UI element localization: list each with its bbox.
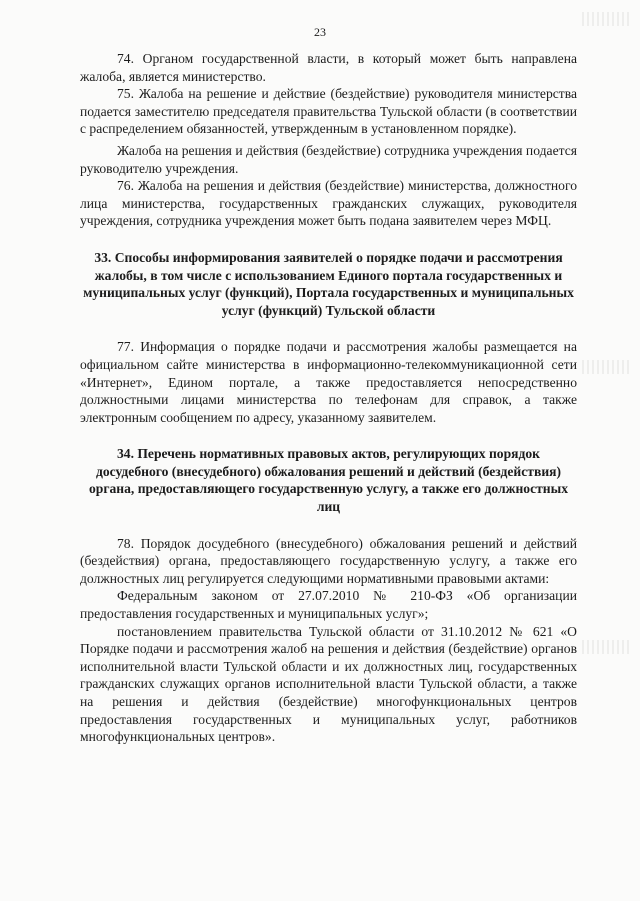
scan-noise <box>582 640 632 654</box>
paragraph-75: 75. Жалоба на решение и действие (бездействие) руководителя министерства подается заместителю председателя правительства Тульской области (в соответствии с распределением обязанностей, утвержденным в установленном порядке). <box>80 86 577 137</box>
scan-noise <box>582 12 632 26</box>
paragraph-regional-decree: постановлением правительства Тульской области от 31.10.2012 № 621 «О Порядке подачи и рассмотрения жалоб на решения и действия (бездействие) органов исполнительной власти Тульской области и их должностных лиц, государственных гражданских служащих органов исполнительной власти Тульской области, а также на решения и действия (бездействие) многофункциональных центров предоставления государственных и муниципальных услуг, работников многофункциональных центров». <box>80 623 577 745</box>
paragraph-78: 78. Порядок досудебного (внесудебного) обжалования решений и действий (бездействия) органа, предоставляющего государственную услугу, а также его должностных лиц регулируется следующими нормативными правовыми актами: <box>80 535 577 586</box>
paragraph-77: 77. Информация о порядке подачи и рассмотрения жалобы размещается на официальном сайте министерства в информационно-телекоммуникационной сети «Интернет», Едином портале, а также предоставляется непосредственно должностными лицами министерства по телефонам для справок, а также электронным сообщением по адресу, указанному заявителем. <box>80 339 577 425</box>
section-heading-34: 34. Перечень нормативных правовых актов, регулирующих порядок досудебного (внесудебного) обжалования решений и действий (бездействия) органа, предоставляющего государственную услугу, а также его должностных лиц <box>88 446 569 515</box>
paragraph-75-continued: Жалоба на решения и действия (бездействие) сотрудника учреждения подается руководителю учреждения. <box>80 142 577 176</box>
paragraph-74: 74. Органом государственной власти, в который может быть направлена жалоба, является министерство. <box>80 51 577 84</box>
page-number: 23 <box>314 25 326 39</box>
paragraph-federal-law: Федеральным законом от 27.07.2010 № 210-ФЗ «Об организации предоставления государственных и муниципальных услуг»; <box>80 588 577 622</box>
paragraph-76: 76. Жалоба на решения и действия (бездействие) министерства, должностного лица министерства, государственных гражданских служащих, руководителя учреждения, сотрудника учреждения может быть подана заявителем через МФЦ. <box>80 178 577 229</box>
section-heading-33: 33. Способы информирования заявителей о порядке подачи и рассмотрения жалобы, в том числе с использованием Единого портала государственных и муниципальных услуг (функций), Портала государственных и муниципальных услуг (функций) Тульской области <box>83 249 574 318</box>
document-body <box>80 50 577 746</box>
scan-noise <box>582 360 632 374</box>
